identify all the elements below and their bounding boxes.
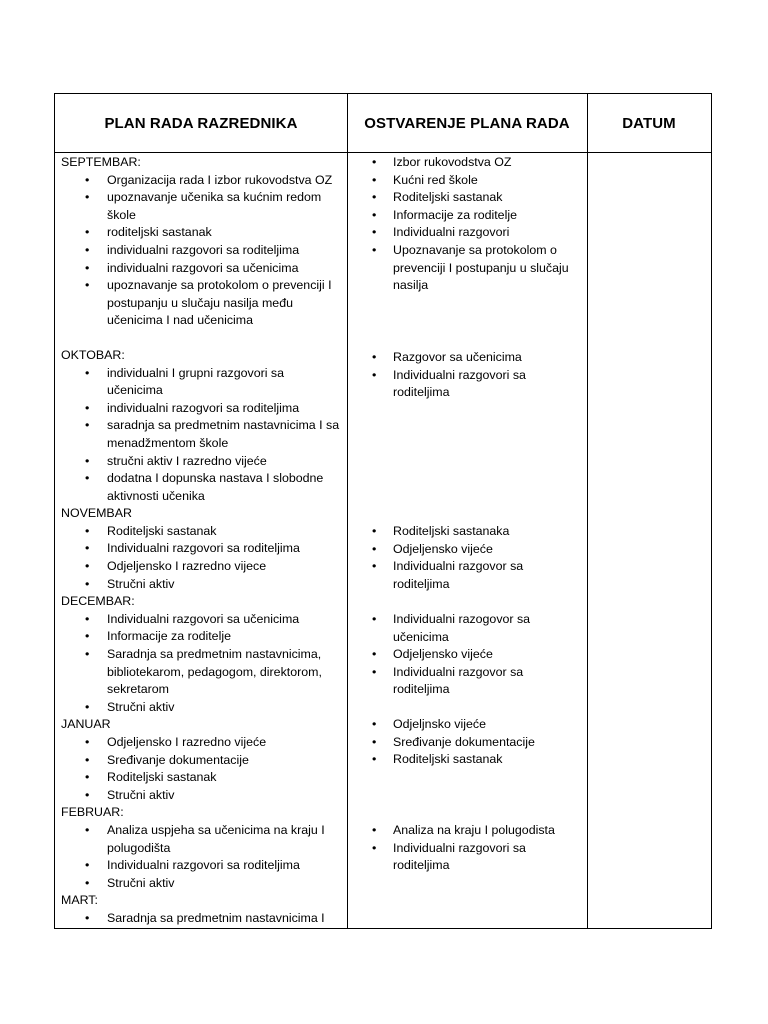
plan-list-item: • Roditeljski sastanak bbox=[61, 523, 341, 541]
column-divider bbox=[587, 94, 588, 928]
ostvarenje-list-item: • Roditeljski sastanak bbox=[353, 189, 581, 207]
plan-item-list bbox=[61, 734, 341, 804]
plan-list-item: • Individualni razgovori sa učenicima bbox=[61, 611, 341, 629]
plan-list-item: • saradnja sa predmetnim nastavnicima I sa menadžmentom škole bbox=[61, 417, 341, 452]
ostvarenje-item-list bbox=[353, 822, 581, 875]
plan-list-item: • Odjeljensko I razredno vijeće bbox=[61, 734, 341, 752]
plan-item-list bbox=[61, 822, 341, 892]
ostvarenje-list-item: • Roditeljski sastanaka bbox=[353, 523, 581, 541]
month-label: JANUAR bbox=[61, 717, 111, 732]
plan-month-section bbox=[61, 593, 341, 716]
plan-list-item: • Saradnja sa predmetnim nastavnicima, bibliotekarom, pedagogom, direktorom, sekretarom bbox=[61, 646, 341, 699]
plan-list-item: • Informacije za roditelje bbox=[61, 628, 341, 646]
plan-list-item: • Stručni aktiv bbox=[61, 875, 341, 893]
plan-list-item: • upoznavanje sa protokolom o prevenciji I postupanju u slučaju nasilja među učenicima I nad učenicima bbox=[61, 277, 341, 330]
plan-list-item: • Analiza uspjeha sa učenicima na kraju I polugodišta bbox=[61, 822, 341, 857]
plan-table bbox=[54, 93, 712, 929]
plan-month-section bbox=[61, 347, 341, 505]
ostvarenje-item-list bbox=[353, 716, 581, 769]
month-label: DECEMBAR: bbox=[61, 594, 135, 609]
header-plan-rada: PLAN RADA RAZREDNIKA bbox=[104, 114, 298, 132]
plan-list-item: • roditeljski sastanak bbox=[61, 224, 341, 242]
header-datum: DATUM bbox=[622, 114, 676, 132]
ostvarenje-list-item: • Razgovor sa učenicima bbox=[353, 349, 581, 367]
ostvarenje-list-item: • Individualni razgovor sa roditeljima bbox=[353, 664, 581, 699]
ostvarenje-list-item: • Sređivanje dokumentacije bbox=[353, 734, 581, 752]
plan-list-item: • Stručni aktiv bbox=[61, 787, 341, 805]
plan-list-item: • Stručni aktiv bbox=[61, 699, 341, 717]
month-label: MART: bbox=[61, 893, 98, 908]
month-label: FEBRUAR: bbox=[61, 805, 124, 820]
ostvarenje-item-list bbox=[353, 154, 581, 295]
ostvarenje-list-item: • Individualni razgovori sa roditeljima bbox=[353, 367, 581, 402]
ostvarenje-list-item: • Individualni razgovori sa roditeljima bbox=[353, 840, 581, 875]
ostvarenje-group bbox=[353, 716, 581, 769]
ostvarenje-list-item: • Individualni razgovor sa roditeljima bbox=[353, 558, 581, 593]
plan-item-list bbox=[61, 910, 341, 928]
ostvarenje-group bbox=[353, 611, 581, 699]
plan-item-list bbox=[61, 611, 341, 717]
plan-month-section bbox=[61, 154, 341, 330]
ostvarenje-group bbox=[353, 349, 581, 402]
ostvarenje-list-item: • Upoznavanje sa protokolom o prevenciji I postupanju u slučaju nasilja bbox=[353, 242, 581, 295]
plan-list-item: • individualni razgovori sa roditeljima bbox=[61, 242, 341, 260]
plan-list-item: • Saradnja sa predmetnim nastavnicima I bbox=[61, 910, 341, 928]
plan-list-item: • Individualni razgovori sa roditeljima bbox=[61, 857, 341, 875]
plan-list-item: • individualni I grupni razgovori sa učenicima bbox=[61, 365, 341, 400]
ostvarenje-item-list bbox=[353, 523, 581, 593]
plan-month-section bbox=[61, 804, 341, 892]
ostvarenje-group bbox=[353, 822, 581, 875]
ostvarenje-list-item: • Odjeljnsko vijeće bbox=[353, 716, 581, 734]
header-divider bbox=[55, 152, 711, 153]
ostvarenje-group bbox=[353, 523, 581, 593]
plan-list-item: • stručni aktiv I razredno vijeće bbox=[61, 453, 341, 471]
plan-list-item: • Roditeljski sastanak bbox=[61, 769, 341, 787]
month-label: NOVEMBAR bbox=[61, 506, 132, 521]
ostvarenje-list-item: • Roditeljski sastanak bbox=[353, 751, 581, 769]
plan-list-item: • individualni razgovori sa učenicima bbox=[61, 260, 341, 278]
ostvarenje-list-item: • Individualni razogovor sa učenicima bbox=[353, 611, 581, 646]
ostvarenje-list-item: • Izbor rukovodstva OZ bbox=[353, 154, 581, 172]
month-label: SEPTEMBAR: bbox=[61, 155, 141, 169]
month-label: OKTOBAR: bbox=[61, 347, 125, 362]
ostvarenje-list-item: • Kućni red škole bbox=[353, 172, 581, 190]
plan-list-item: • Odjeljensko I razredno vijece bbox=[61, 558, 341, 576]
plan-item-list bbox=[61, 365, 341, 506]
plan-list-item: • Sređivanje dokumentacije bbox=[61, 752, 341, 770]
plan-month-section bbox=[61, 892, 341, 927]
ostvarenje-list-item: • Odjeljensko vijeće bbox=[353, 646, 581, 664]
column-divider bbox=[347, 94, 348, 928]
ostvarenje-list-item: • Analiza na kraju I polugodista bbox=[353, 822, 581, 840]
ostvarenje-list-item: • Informacije za roditelje bbox=[353, 207, 581, 225]
plan-month-section bbox=[61, 716, 341, 804]
ostvarenje-group bbox=[353, 154, 581, 295]
plan-list-item: • Organizacija rada I izbor rukovodstva OZ bbox=[61, 172, 341, 190]
plan-list-item: • Individualni razgovori sa roditeljima bbox=[61, 540, 341, 558]
plan-month-section bbox=[61, 505, 341, 593]
ostvarenje-list-item: • Individualni razgovori bbox=[353, 224, 581, 242]
plan-list-item: • dodatna I dopunska nastava I slobodne aktivnosti učenika bbox=[61, 470, 341, 505]
plan-column bbox=[61, 154, 341, 928]
ostvarenje-item-list bbox=[353, 611, 581, 699]
header-ostvarenje: OSTVARENJE PLANA RADA bbox=[364, 114, 570, 132]
plan-item-list bbox=[61, 172, 341, 330]
ostvarenje-item-list bbox=[353, 349, 581, 402]
plan-list-item: • upoznavanje učenika sa kućnim redom škole bbox=[61, 189, 341, 224]
plan-item-list bbox=[61, 523, 341, 593]
plan-list-item: • individualni razogvori sa roditeljima bbox=[61, 400, 341, 418]
ostvarenje-list-item: • Odjeljensko vijeće bbox=[353, 541, 581, 559]
plan-list-item: • Stručni aktiv bbox=[61, 576, 341, 594]
